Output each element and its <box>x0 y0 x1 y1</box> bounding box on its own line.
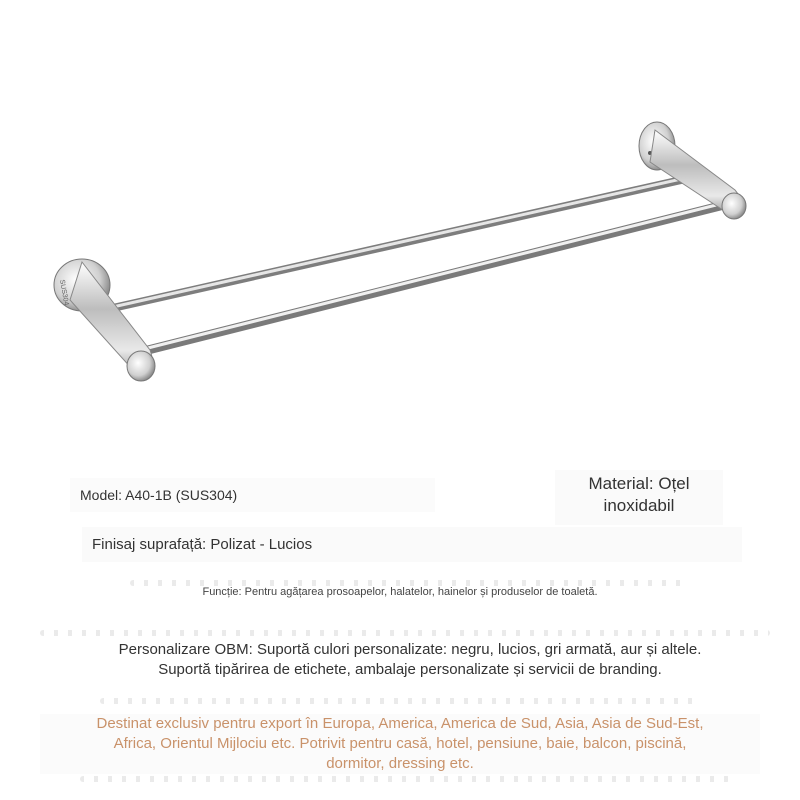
material-label <box>555 470 723 525</box>
destination-line-3: dormitor, dressing etc. <box>326 755 474 772</box>
destination-line-2: Africa, Orientul Mijlociu etc. Potrivit pentru casă, hotel, pensiune, baie, balcon, piscină, <box>113 735 687 752</box>
personalization-text <box>40 640 780 680</box>
lower-bar <box>140 202 728 352</box>
function-text: Funcție: Pentru agățarea prosoapelor, halatelor, hainelor și produselor de toaletă. <box>202 586 598 598</box>
faded-text-line <box>80 776 730 782</box>
destination-text <box>40 714 760 774</box>
destination-line-1: Destinat exclusiv pentru export în Europa, America, America de Sud, Asia, Asia de Sud-Est, <box>96 715 704 732</box>
sus304-engraving: SUS304 <box>58 279 70 307</box>
faded-text-line <box>40 630 770 636</box>
right-wall-mount <box>639 122 746 219</box>
model-label: Model: A40-1B (SUS304) <box>70 478 435 512</box>
left-wall-mount <box>54 259 155 381</box>
finish-label: Finisaj suprafață: Polizat - Lucios <box>82 527 742 562</box>
personalization-line-1: Personalizare OBM: Suportă culori personalizate: negru, lucios, gri armată, aur și altele. <box>118 641 702 658</box>
material-line-2: inoxidabil <box>603 496 675 515</box>
faded-text-line <box>100 698 700 704</box>
personalization-line-2: Suportă tipărirea de etichete, ambalaje personalizate și servicii de branding. <box>158 661 662 678</box>
material-line-1: Material: Oțel <box>588 474 690 493</box>
